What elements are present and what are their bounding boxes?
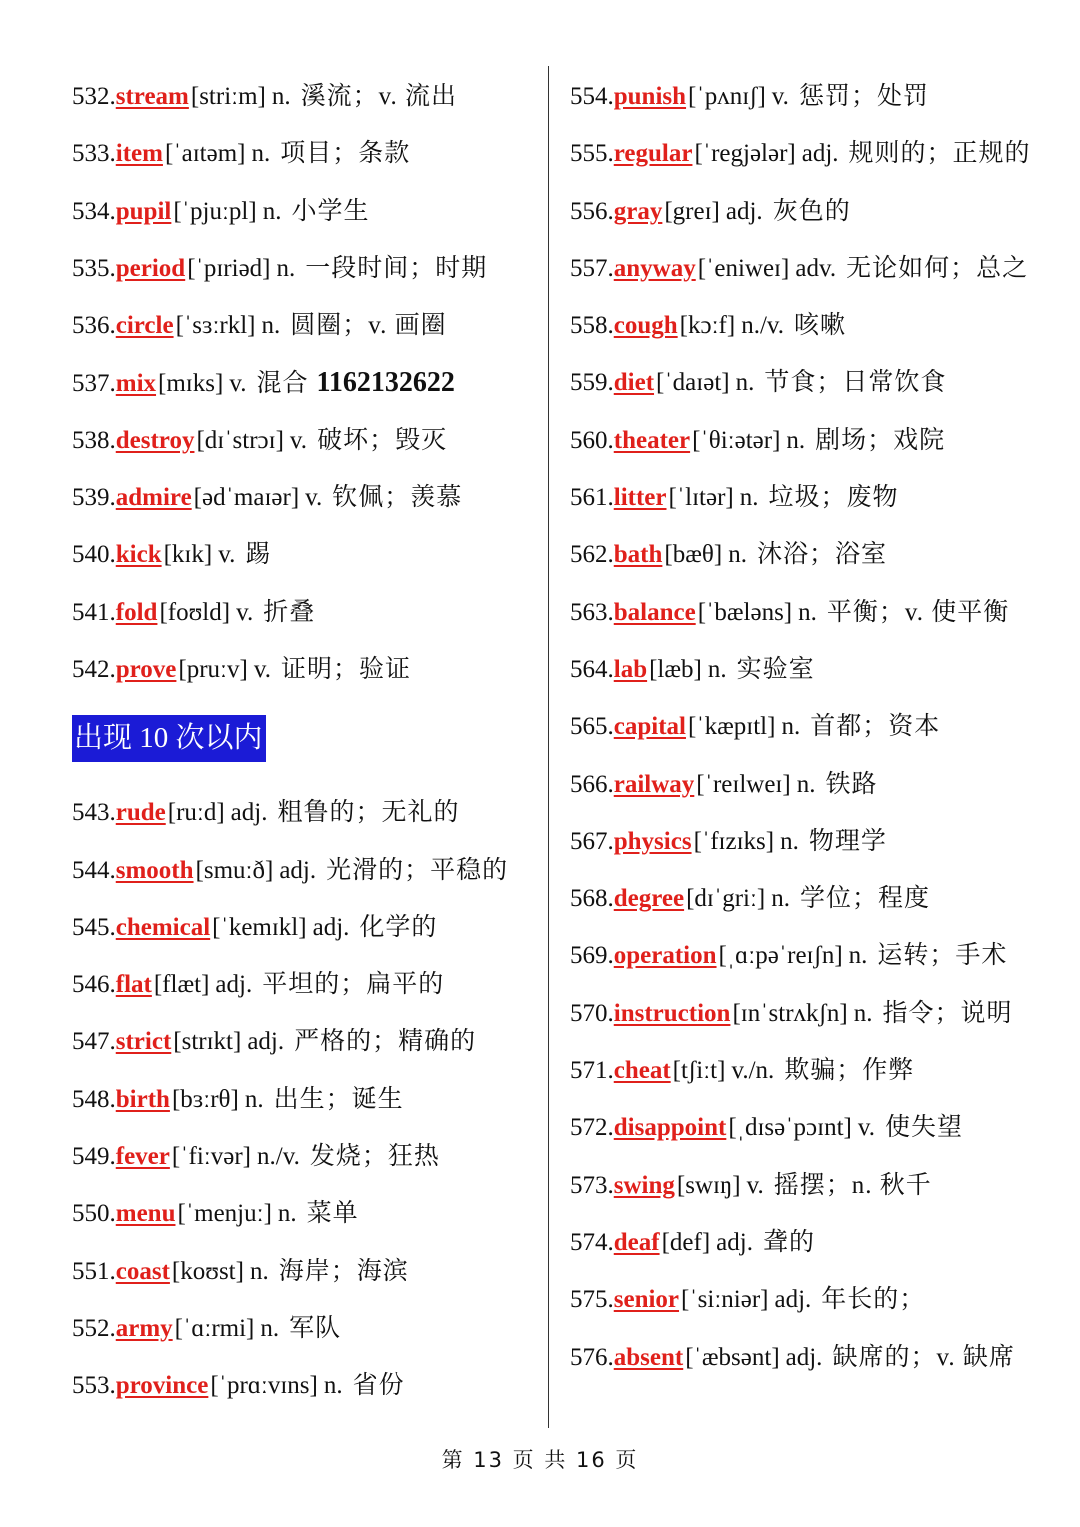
entry-word: deaf — [613, 1228, 660, 1256]
entry-number: 541. — [72, 598, 116, 626]
entry-word: regular — [613, 140, 693, 168]
entry-definition: 钦佩；羡慕 — [332, 484, 463, 512]
entry-number: 561. — [570, 484, 614, 512]
entry-part-of-speech: n. — [262, 197, 282, 225]
entry-phonetic: [ˈpjuːpl] — [173, 197, 257, 225]
entry-phonetic: [dɪˈgriː] — [686, 885, 766, 913]
entry-part-of-speech: n. — [271, 83, 291, 110]
entry-phonetic: [bɜːrθ] — [171, 1085, 239, 1113]
entry-number: 555. — [570, 140, 614, 168]
entry-definition: 军队 — [289, 1314, 342, 1342]
entry-definition: 折叠 — [263, 598, 316, 626]
entry-word: balance — [613, 598, 696, 626]
entry-word: destroy — [115, 426, 195, 454]
entry-phonetic: [læb] — [649, 655, 702, 683]
vocab-entry — [570, 1157, 1065, 1214]
entry-phonetic: [ˈpʌnɪʃ] — [688, 83, 766, 110]
entry-word: strict — [115, 1028, 172, 1056]
entry-definition: 节食；日常饮食 — [764, 369, 947, 397]
entry-part-of-speech: n. — [261, 312, 281, 340]
entry-part-of-speech: n. — [249, 1257, 269, 1285]
entry-part-of-speech: adj. — [230, 799, 268, 827]
vocab-entry — [570, 240, 1065, 297]
entry-definition: 年长的； — [821, 1286, 926, 1314]
entry-word: period — [115, 254, 186, 282]
entry-word: absent — [613, 1343, 684, 1371]
entry-phonetic: [ˈprɑːvɪns] — [210, 1372, 318, 1400]
entry-part-of-speech: n. — [728, 541, 747, 569]
entry-number: 540. — [72, 541, 116, 569]
entry-phonetic: [mɪks] — [158, 370, 224, 398]
entry-number: 533. — [72, 140, 116, 168]
entry-number: 545. — [72, 913, 116, 941]
entry-word: instruction — [613, 999, 731, 1027]
entry-part-of-speech: adj. — [801, 140, 839, 168]
entry-phonetic: [ɪnˈstrʌkʃn] — [732, 999, 848, 1027]
entry-part-of-speech: v. — [771, 83, 789, 110]
entry-part-of-speech: v. — [746, 1171, 764, 1199]
entry-number: 565. — [570, 713, 614, 741]
entry-word: senior — [613, 1286, 680, 1314]
vocab-entry — [570, 584, 1065, 641]
vocab-entry — [570, 1329, 1065, 1386]
entry-definition: 灰色的 — [772, 197, 851, 225]
vocab-entry — [72, 240, 542, 297]
entry-part-of-speech: n. — [251, 140, 271, 168]
entry-number: 562. — [570, 541, 614, 569]
entry-phonetic: [ˈaɪtəm] — [164, 140, 246, 168]
entry-word: anyway — [613, 254, 696, 282]
entry-word: birth — [115, 1085, 170, 1113]
left-column — [72, 68, 542, 1415]
entry-part-of-speech: v. — [305, 484, 323, 512]
entry-number: 571. — [570, 1057, 614, 1085]
entry-number: 543. — [72, 799, 116, 827]
entry-definition: 发烧；狂热 — [309, 1143, 440, 1171]
entry-part-of-speech: v./n. — [731, 1057, 775, 1085]
entry-phonetic: [ˈfiːvər] — [171, 1143, 251, 1171]
entry-number: 546. — [72, 971, 116, 999]
entry-part-of-speech: n. — [786, 426, 806, 454]
entry-part-of-speech: n. — [244, 1085, 264, 1113]
entry-definition: 首都；资本 — [810, 713, 941, 741]
entry-number: 554. — [570, 83, 614, 110]
entry-part-of-speech: n. — [796, 770, 816, 798]
entry-part-of-speech: v. — [236, 598, 254, 626]
entry-number: 538. — [72, 426, 116, 454]
entry-definition: 平坦的；扁平的 — [262, 971, 445, 999]
entry-part-of-speech: n. — [848, 942, 868, 970]
entry-word: disappoint — [613, 1114, 727, 1142]
entry-phonetic: [smuːð] — [195, 856, 274, 884]
entry-word: litter — [613, 484, 667, 512]
entry-number: 544. — [72, 856, 116, 884]
vocab-entry — [570, 985, 1065, 1042]
section-header: 出现 10 次以内 — [72, 715, 266, 762]
entry-word: fever — [115, 1143, 170, 1171]
vocab-entry — [72, 526, 542, 583]
vocab-entry — [570, 1042, 1065, 1099]
entry-part-of-speech: n. — [781, 713, 801, 741]
entry-word: physics — [613, 827, 692, 855]
entry-number: 567. — [570, 827, 614, 855]
right-column — [570, 68, 1065, 1386]
entry-part-of-speech: adj. — [774, 1286, 812, 1314]
entry-word: smooth — [115, 856, 194, 884]
vocab-entry — [570, 698, 1065, 755]
entry-number: 560. — [570, 426, 614, 454]
vocab-list-right — [570, 68, 1065, 1386]
entry-definition: 一段时间；时期 — [305, 254, 488, 282]
entry-definition: 铁路 — [825, 770, 878, 798]
entry-number: 572. — [570, 1114, 614, 1142]
entry-part-of-speech: n. — [707, 655, 727, 683]
entry-word: fold — [115, 598, 158, 626]
vocab-entry — [72, 297, 542, 354]
entry-phonetic: [ruːd] — [167, 799, 225, 827]
entry-phonetic: [ˈregjələr] — [694, 140, 796, 168]
entry-phonetic: [ˈmenjuː] — [177, 1200, 272, 1228]
entry-part-of-speech: v. — [218, 541, 236, 569]
vocab-entry — [72, 1128, 542, 1185]
entry-definition: 省份 — [352, 1372, 405, 1400]
entry-phonetic: [greɪ] — [664, 197, 720, 225]
entry-number: 548. — [72, 1085, 116, 1113]
entry-definition: 踢 — [245, 541, 272, 569]
entry-number: 537. — [72, 370, 116, 398]
entry-phonetic: [ˈfɪzɪks] — [693, 827, 775, 855]
entry-phonetic: [tʃiːt] — [672, 1057, 726, 1085]
entry-definition: 剧场；戏院 — [815, 426, 946, 454]
entry-part-of-speech: adj. — [716, 1228, 753, 1256]
entry-part-of-speech: n. — [771, 885, 790, 913]
vocab-entry — [570, 1099, 1065, 1156]
entry-number: 556. — [570, 197, 614, 225]
entry-word: circle — [115, 312, 174, 340]
entry-phonetic: [ˈθiːətər] — [692, 426, 781, 454]
entry-word: army — [115, 1314, 173, 1342]
vocab-entry — [570, 526, 1065, 583]
vocab-entry — [72, 1013, 542, 1070]
vocab-entry — [570, 183, 1065, 240]
entry-word: chemical — [115, 913, 211, 941]
entry-number: 551. — [72, 1257, 116, 1285]
column-divider — [548, 66, 549, 1428]
entry-number: 536. — [72, 312, 116, 340]
vocab-list-left-bottom — [72, 784, 542, 1414]
vocab-entry — [72, 68, 542, 125]
entry-number: 549. — [72, 1143, 116, 1171]
entry-phonetic: [ˈbæləns] — [697, 598, 793, 626]
entry-number: 535. — [72, 254, 116, 282]
entry-number: 552. — [72, 1314, 116, 1342]
entry-phonetic: [ˈæbsənt] — [685, 1343, 780, 1371]
vocab-entry — [72, 584, 542, 641]
vocab-entry — [72, 412, 542, 469]
vocab-entry — [570, 354, 1065, 411]
vocab-entry — [72, 1357, 542, 1414]
entry-phonetic: [ˈlɪtər] — [668, 484, 734, 512]
entry-number: 570. — [570, 999, 614, 1027]
entry-definition: 指令；说明 — [882, 999, 1013, 1027]
vocab-entry — [570, 68, 1065, 125]
entry-definition: 严格的；精确的 — [294, 1028, 477, 1056]
entry-part-of-speech: n. — [739, 484, 759, 512]
vocab-entry — [570, 641, 1065, 698]
vocab-entry — [72, 469, 542, 526]
entry-word: kick — [115, 541, 162, 569]
entry-definition: 菜单 — [306, 1200, 359, 1228]
entry-definition: 证明；验证 — [280, 655, 411, 683]
entry-phonetic: [striːm] — [190, 83, 266, 110]
vocab-entry — [72, 354, 542, 411]
entry-word: capital — [613, 713, 686, 741]
entry-definition: 学位；程度 — [799, 885, 930, 913]
vocab-entry — [72, 641, 542, 698]
entry-phonetic: [ˈsiːniər] — [681, 1286, 769, 1314]
entry-definition: 缺席的；v. 缺席 — [832, 1343, 1015, 1371]
entry-phonetic: [dɪˈstrɔɪ] — [196, 426, 284, 454]
entry-definition: 化学的 — [359, 913, 438, 941]
vocab-entry — [570, 412, 1065, 469]
section-header-wrap — [72, 698, 542, 784]
entry-part-of-speech: adv. — [795, 254, 837, 282]
entry-definition: 项目；条款 — [280, 140, 411, 168]
vocab-entry — [570, 870, 1065, 927]
vocab-list-left-top — [72, 68, 542, 698]
entry-part-of-speech: adj. — [725, 197, 763, 225]
entry-word: swing — [613, 1171, 675, 1199]
entry-definition: 摇摆；n. 秋千 — [773, 1171, 932, 1199]
entry-word: flat — [115, 971, 152, 999]
entry-part-of-speech: n. — [735, 369, 755, 397]
entry-part-of-speech: n. — [798, 598, 817, 626]
entry-part-of-speech: v. — [253, 655, 271, 683]
vocab-entry — [570, 469, 1065, 526]
entry-number: 557. — [570, 254, 614, 282]
entry-phonetic: [kɔːf] — [679, 312, 736, 340]
vocab-entry — [72, 1071, 542, 1128]
entry-definition: 出生；诞生 — [273, 1085, 404, 1113]
entry-part-of-speech: v. — [229, 370, 247, 398]
entry-word: coast — [115, 1257, 170, 1285]
entry-number: 573. — [570, 1171, 614, 1199]
vocab-entry — [570, 927, 1065, 984]
entry-phonetic: [swɪŋ] — [676, 1171, 741, 1199]
entry-part-of-speech: v. — [857, 1114, 876, 1142]
entry-word: gray — [613, 197, 663, 225]
entry-word: theater — [613, 426, 691, 454]
vocab-entry — [72, 1185, 542, 1242]
vocab-entry — [72, 842, 542, 899]
entry-number: 563. — [570, 598, 614, 626]
entry-definition: 聋的 — [762, 1228, 815, 1256]
entry-word: province — [115, 1372, 209, 1400]
entry-part-of-speech: adj. — [215, 971, 253, 999]
entry-word: pupil — [115, 197, 172, 225]
entry-definition: 小学生 — [291, 197, 370, 225]
entry-definition: 破坏；毁灭 — [317, 426, 448, 454]
vocab-entry — [570, 1271, 1065, 1328]
entry-phonetic: [pruːv] — [178, 655, 248, 683]
entry-word: operation — [613, 942, 717, 970]
entry-definition: 溪流；v. 流出 — [300, 83, 458, 110]
vocab-entry — [570, 1214, 1065, 1271]
entry-word: item — [115, 140, 163, 168]
entry-phonetic: [ˌɑːpəˈreɪʃn] — [718, 942, 843, 970]
vocab-entry — [72, 1243, 542, 1300]
entry-definition: 运转；手术 — [877, 942, 1008, 970]
entry-definition: 使失望 — [885, 1114, 964, 1142]
entry-definition: 垃圾；废物 — [768, 484, 899, 512]
entry-number: 559. — [570, 369, 614, 397]
entry-phonetic: [ˈsɜːrkl] — [175, 312, 256, 340]
entry-part-of-speech: n. — [260, 1314, 280, 1342]
entry-number: 568. — [570, 885, 614, 913]
entry-part-of-speech: adj. — [247, 1028, 285, 1056]
entry-number: 539. — [72, 484, 116, 512]
entry-phonetic: [koʊst] — [171, 1257, 244, 1285]
entry-definition: 无论如何；总之 — [846, 254, 1029, 282]
entry-number: 558. — [570, 312, 614, 340]
entry-phonetic: [ədˈmaɪər] — [193, 484, 300, 512]
entry-phonetic: [ˈkemɪkl] — [212, 913, 307, 941]
entry-number: 566. — [570, 770, 614, 798]
entry-phonetic: [ˈreɪlweɪ] — [696, 770, 791, 798]
entry-definition: 物理学 — [808, 827, 887, 855]
entry-phonetic: [ˈeniweɪ] — [697, 254, 790, 282]
entry-phonetic: [bæθ] — [664, 541, 723, 569]
vocab-entry — [72, 784, 542, 841]
entry-part-of-speech: adj. — [312, 913, 350, 941]
entry-number: 547. — [72, 1028, 116, 1056]
entry-word: lab — [613, 655, 648, 683]
entry-word: rude — [115, 799, 166, 827]
vocab-entry — [72, 125, 542, 182]
vocab-entry — [570, 297, 1065, 354]
entry-word: prove — [115, 655, 177, 683]
vocab-entry — [72, 1300, 542, 1357]
entry-definition: 光滑的；平稳的 — [326, 856, 509, 884]
entry-word: cough — [613, 312, 678, 340]
entry-definition: 欺骗；作弊 — [784, 1057, 915, 1085]
entry-part-of-speech: n./v. — [741, 312, 785, 340]
entry-word: diet — [613, 369, 655, 397]
entry-definition: 沐浴；浴室 — [756, 541, 887, 569]
entry-phonetic: [flæt] — [153, 971, 210, 999]
entry-number: 542. — [72, 655, 116, 683]
entry-part-of-speech: adj. — [279, 856, 317, 884]
entry-word: bath — [613, 541, 663, 569]
entry-definition: 平衡；v. 使平衡 — [826, 598, 1010, 626]
entry-definition: 粗鲁的；无礼的 — [277, 799, 460, 827]
entry-part-of-speech: n./v. — [257, 1143, 300, 1171]
entry-definition: 实验室 — [736, 655, 815, 683]
entry-word: mix — [115, 370, 157, 398]
entry-phonetic: [def] — [661, 1228, 711, 1256]
entry-phonetic: [ˈpɪriəd] — [187, 254, 271, 282]
entry-word: punish — [613, 83, 687, 110]
entry-number: 564. — [570, 655, 614, 683]
entry-part-of-speech: n. — [853, 999, 873, 1027]
entry-definition: 规则的；正规的 — [848, 140, 1031, 168]
page-footer: 第 13 页 共 16 页 — [441, 1448, 639, 1472]
entry-part-of-speech: n. — [780, 827, 799, 855]
entry-phonetic: [ˈɑːrmi] — [174, 1314, 255, 1342]
entry-word: railway — [613, 770, 695, 798]
entry-word: menu — [115, 1200, 176, 1228]
entry-number: 532. — [72, 83, 116, 110]
entry-phonetic: [strɪkt] — [173, 1028, 242, 1056]
entry-number: 569. — [570, 942, 614, 970]
vocab-entry — [570, 756, 1065, 813]
vocab-entry — [72, 899, 542, 956]
entry-extra-number: 1162132622 — [316, 367, 455, 399]
entry-part-of-speech: adj. — [785, 1343, 823, 1371]
entry-definition: 圆圈；v. 画圈 — [290, 312, 447, 340]
vocab-entry — [570, 813, 1065, 870]
entry-part-of-speech: n. — [276, 254, 296, 282]
entry-number: 574. — [570, 1228, 614, 1256]
entry-definition: 混合 — [256, 370, 309, 398]
entry-number: 534. — [72, 197, 116, 225]
entry-part-of-speech: n. — [277, 1200, 297, 1228]
entry-word: stream — [115, 83, 189, 110]
entry-part-of-speech: n. — [323, 1372, 343, 1400]
entry-definition: 海岸；海滨 — [278, 1257, 409, 1285]
entry-number: 576. — [570, 1343, 614, 1371]
entry-number: 575. — [570, 1286, 614, 1314]
vocab-entry — [72, 956, 542, 1013]
entry-number: 553. — [72, 1372, 116, 1400]
entry-word: cheat — [613, 1057, 671, 1085]
entry-definition: 咳嗽 — [794, 312, 847, 340]
entry-word: degree — [613, 885, 685, 913]
entry-definition: 惩罚；处罚 — [798, 83, 929, 110]
entry-phonetic: [foʊld] — [159, 598, 231, 626]
entry-number: 550. — [72, 1200, 116, 1228]
entry-phonetic: [ˈdaɪət] — [656, 369, 730, 397]
entry-phonetic: [kɪk] — [163, 541, 213, 569]
vocab-entry — [72, 183, 542, 240]
vocab-entry — [570, 125, 1065, 182]
entry-word: admire — [115, 484, 192, 512]
entry-phonetic: [ˈkæpɪtl] — [687, 713, 776, 741]
entry-part-of-speech: v. — [289, 426, 308, 454]
entry-phonetic: [ˌdɪsəˈpɔɪnt] — [728, 1114, 852, 1142]
